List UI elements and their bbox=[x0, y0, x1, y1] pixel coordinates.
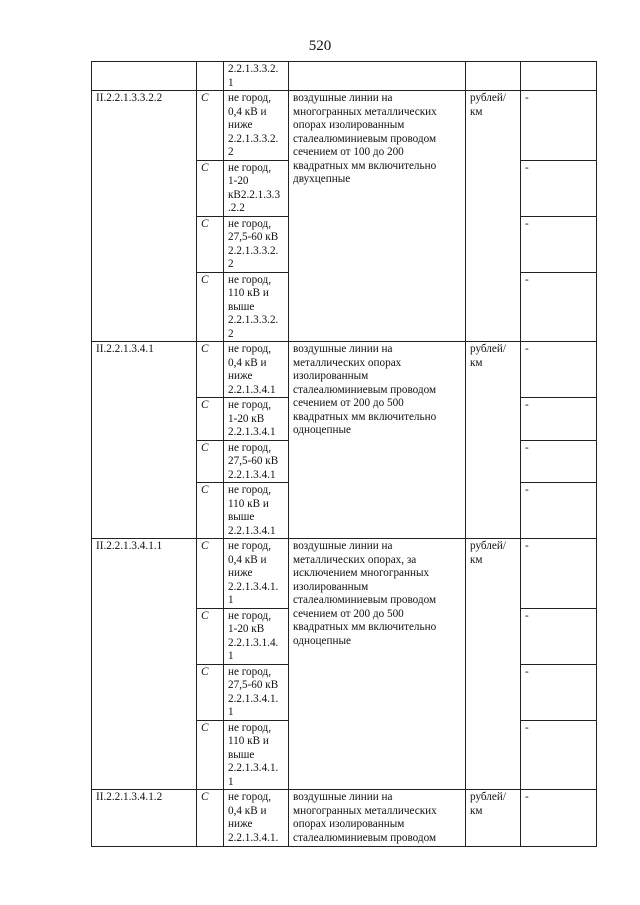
table-cell-condition: не город, 27,5-60 кВ 2.2.1.3.4.1. 1 bbox=[224, 664, 289, 720]
table-cell-condition: 2.2.1.3.3.2. 1 bbox=[224, 62, 289, 91]
table-cell-letter: С bbox=[197, 608, 224, 664]
table-cell-value: - bbox=[521, 91, 597, 161]
table-cell-condition: не город, 110 кВ и выше 2.2.1.3.4.1 bbox=[224, 483, 289, 539]
table-cell-code: II.2.2.1.3.4.1.1 bbox=[92, 539, 197, 790]
table-cell-description: воздушные линии на металлических опорах, за исключением многогранных изолированным сталеалюминиевым проводом сечением от 200 до 500 квадратных мм включительно одноцепные bbox=[289, 539, 466, 790]
table-cell-value: - bbox=[521, 720, 597, 790]
table-cell-value: - bbox=[521, 790, 597, 847]
table-cell-letter: С bbox=[197, 272, 224, 342]
table-row bbox=[92, 539, 597, 609]
table-cell-description: воздушные линии на металлических опорах изолированным сталеалюминиевым проводом сечением от 200 до 500 квадратных мм включительно одноцепные bbox=[289, 342, 466, 539]
table-cell-condition: не город, 110 кВ и выше 2.2.1.3.4.1. 1 bbox=[224, 720, 289, 790]
table-cell-letter: С bbox=[197, 664, 224, 720]
table-cell-description bbox=[289, 62, 466, 91]
table-cell-value: - bbox=[521, 342, 597, 398]
table-cell-letter: С bbox=[197, 790, 224, 847]
table-cell-condition: не город, 1-20 кВ 2.2.1.3.1.4. 1 bbox=[224, 608, 289, 664]
table-cell-code: II.2.2.1.3.4.1.2 bbox=[92, 790, 197, 847]
table-cell-letter: С bbox=[197, 483, 224, 539]
table-cell-letter: С bbox=[197, 160, 224, 216]
table-cell-condition: не город, 0,4 кВ и ниже 2.2.1.3.3.2. 2 bbox=[224, 91, 289, 161]
table-cell-condition: не город, 0,4 кВ и ниже 2.2.1.3.4.1. 1 bbox=[224, 539, 289, 609]
table-cell-code: II.2.2.1.3.3.2.2 bbox=[92, 91, 197, 342]
table-cell-letter: С bbox=[197, 91, 224, 161]
table-cell-condition: не город, 1-20 кВ 2.2.1.3.4.1 bbox=[224, 398, 289, 441]
table-cell-condition: не город, 110 кВ и выше 2.2.1.3.3.2. 2 bbox=[224, 272, 289, 342]
table-cell-condition: не город, 0,4 кВ и ниже 2.2.1.3.4.1 bbox=[224, 342, 289, 398]
table-cell-letter: С bbox=[197, 398, 224, 441]
table-cell-letter: С bbox=[197, 720, 224, 790]
page-number: 520 bbox=[308, 38, 332, 54]
table-cell-unit: рублей/ км bbox=[466, 342, 521, 539]
table-cell-value: - bbox=[521, 483, 597, 539]
table-row-continuation bbox=[92, 62, 597, 91]
table-cell-value bbox=[521, 62, 597, 91]
table-cell-unit: рублей/ км bbox=[466, 790, 521, 847]
table-cell-description: воздушные линии на многогранных металлических опорах изолированным сталеалюминиевым проводом bbox=[289, 790, 466, 847]
table-cell-value: - bbox=[521, 160, 597, 216]
table-row bbox=[92, 342, 597, 398]
table-cell-letter: С bbox=[197, 440, 224, 483]
table-cell-condition: не город, 0,4 кВ и ниже 2.2.1.3.4.1. bbox=[224, 790, 289, 847]
table-cell-letter bbox=[197, 62, 224, 91]
table-cell-value: - bbox=[521, 664, 597, 720]
table-cell-value: - bbox=[521, 539, 597, 609]
table-cell-condition: не город, 27,5-60 кВ 2.2.1.3.3.2. 2 bbox=[224, 216, 289, 272]
table-cell-value: - bbox=[521, 398, 597, 441]
table-cell-condition: не город, 1-20 кВ2.2.1.3.3 .2.2 bbox=[224, 160, 289, 216]
table-cell-value: - bbox=[521, 272, 597, 342]
table-cell-unit bbox=[466, 62, 521, 91]
table-cell-condition: не город, 27,5-60 кВ 2.2.1.3.4.1 bbox=[224, 440, 289, 483]
tariff-table bbox=[91, 61, 597, 847]
table-cell-value: - bbox=[521, 440, 597, 483]
table-cell-value: - bbox=[521, 608, 597, 664]
table-cell-unit: рублей/ км bbox=[466, 91, 521, 342]
table-row bbox=[92, 790, 597, 847]
table-cell-code: II.2.2.1.3.4.1 bbox=[92, 342, 197, 539]
table-cell-description: воздушные линии на многогранных металлических опорах изолированным сталеалюминиевым проводом сечением от 100 до 200 квадратных мм включительно двухцепные bbox=[289, 91, 466, 342]
table-row bbox=[92, 91, 597, 161]
table-cell-letter: С bbox=[197, 342, 224, 398]
table-cell-letter: С bbox=[197, 216, 224, 272]
table-cell-unit: рублей/ км bbox=[466, 539, 521, 790]
table-cell-letter: С bbox=[197, 539, 224, 609]
table-cell-value: - bbox=[521, 216, 597, 272]
table-cell-code bbox=[92, 62, 197, 91]
